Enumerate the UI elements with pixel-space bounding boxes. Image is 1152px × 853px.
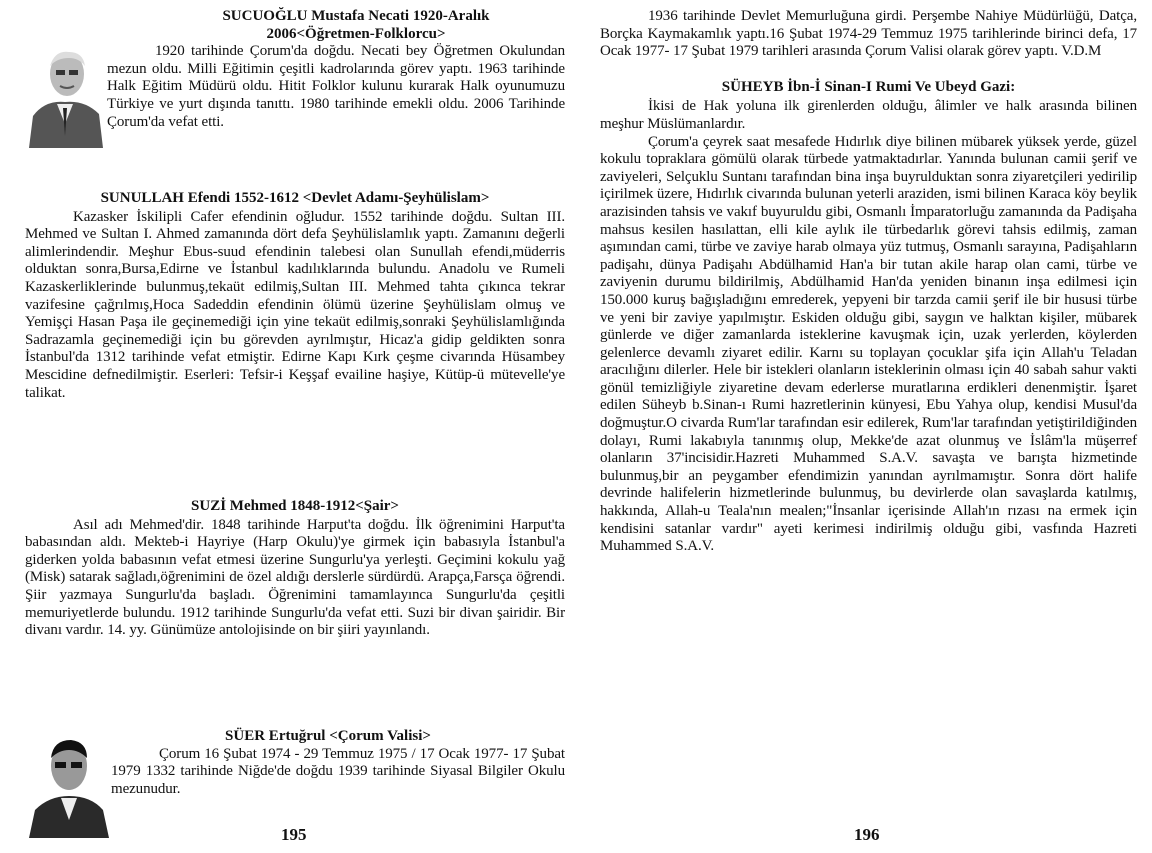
entry-body-suzi: Asıl adı Mehmed'dir. 1848 tarihinde Harput'ta doğdu. İlk öğrenimini Harput'ta babasından aldı. Mekteb-i Hayriye (Harp Okulu)'ye girmek için babasıyla İstanbul'a giderken yolda babasının vefat etmesi üzerine Sungurlu'ya yerleşti. Geçimini kokulu yağ (Misk) satarak sağladı,öğrenimini de özel aldığı derslerle sürdürdü. Arapça,Farsça öğrendi. Şiir yazmaya Sungurlu'da başladı. Öğrenimini tamamlayınca Sungurlu'da çeşitli memuriyetlerde bulundu. 1912 tarihinde Sungurlu'da vefat etti. Suzi bir divan şairidir. Bir divanı vardır. 14. yy. Günümüze antolojisinde on bir şiiri yayınlandı. — [25, 516, 565, 639]
entry-title-sucuoglu-line2: 2006<Öğretmen-Folklorcu> — [266, 25, 446, 42]
entry-body-suer: Çorum 16 Şubat 1974 - 29 Temmuz 1975 / 17 Ocak 1977- 17 Şubat 1979 1332 tarihinde Niğde'de doğdu 1939 tarihinde Siyasal Bilgiler Okulu mezunudur. — [111, 745, 565, 797]
entry-body-suheyb-para2: Çorum'a çeyrek saat mesafede Hıdırlık diye bilinen mübarek yüksek yerde, güzel kokulu topraklara gömülü olarak türbede yatmaktadırlar. Yanında bulunan camii şerif ve zaviyeleri, Selçuklu Suntanı tarafından bina inşa buyrulduktan sonra ziyaretçileri yedirilip içirilmek üzere, Hıdırlık civarında bulunan yeterli araziden, ismi bilinen Karaca köy beylik arazisinden tahsis ve vakıf buyuruldu gibi, Osmanlı İmparatorluğu zamanında da Padişaha mahsus kesilen hasılattan, elli kile aylık ile türbedarlık görevi tahsis edilmiş, zaman aşımından cami, türbe ve zaviye harab olmaya yüz tutmuş, Osmanlı sarayına, Padişahların padişahı, dünya Padişahı Abdülhamid Han'a bir tutan akile harap olan cami, türbe ve zaviyenin durumu bildirilmiş, Abdülhamid Han'da yeniden binanın inşa edilmesi için 150.000 kuruş bağışladığını emrederek, yepyeni bir tarzda camii şerif ile bir hususi türbe ve yeni bir zaviye yapılmıştır. Eskiden olduğu gibi, saygın ve halktan kişiler, mübarek günlerde ve diğer zamanlarda isteklerine kavuşmak için, uzak yerlerden, köylerden gelenlerce devamlı ziyaret edilir. Karnı su toplayan çocuklar şifa için Allah'u Teladan aracılığını dilerler. Hele bir istekleri olanların isteklerinin olması için 40 sabah sahur vakti gönül temizliğiyle ziyaretine devam ederlerse muratlarına erdikleri denenmiştir. İşaret edilen Süheyb b.Sinan-ı Rumi hazretlerinin künyesi, Ebu Yahya olup, kendisi Musul'da doğmuştur.O civarda Rum'lar tarafından esir edilerek, Rum'lar tarafından yetiştirildiğinden dolayı, Rumi lakabıyla tanınmış olup, Mekke'de azat olunmuş ve İslâm'la müşerref olanların 37'incisidir.Hazreti Muhammed S.A.V. savaşta ve barışta hizmetinde bulunmuş,bir an peygamber efendimizin yanından ayrılmamıştır. Sonra dört halife devrinde halifelerin hizmetlerinde bulunmuş, bu devirlerde olan savaşlarda katılmış, hakkında, Allah-u Teala'nın mealen;"İnsanlar içerisinde Allah'ın rızası na ermek için kendisini satanlar vardır" ayeti kerimesi indirilmiş olduğu gibi, vasfında Hazreti Muhammed S.A.V. — [600, 133, 1137, 555]
right-page — [600, 8, 1137, 853]
entry-title-suheyb: SÜHEYB İbn-İ Sinan-I Rumi Ve Ubeyd Gazi: — [721, 78, 1016, 95]
left-page — [25, 8, 565, 853]
entry-title-suer: SÜER Ertuğrul <Çorum Valisi> — [225, 728, 431, 744]
page-number-left: 195 — [281, 825, 307, 844]
portrait-sucuoglu-photo — [29, 40, 103, 148]
entry-body-suheyb-para1: İkisi de Hak yoluna ilk girenlerden olduğu, âlimler ve halk arasında bilinen meşhur Müslümanlardır. — [600, 98, 1137, 132]
portrait-suer-photo — [29, 730, 109, 838]
page-number-right: 196 — [854, 825, 880, 844]
entry-body-sunullah: Kazasker İskilipli Cafer efendinin oğludur. 1552 tarihinde doğdu. Sultan III. Mehmed ve Sultan I. Ahmed zamanında dört defa Şeyhülislamlık yaptı. Zamanını değerli alimlerindendir. Meşhur Ebus-suud efendinin talebesi olan Sunullah efendi,müderris olduktan sonra,Bursa,Edirne ve İstanbul kadılıklarında bulundu. Anadolu ve Rumeli Kazaskerliklerinde bulunmuş,tekaüt edilmiş,Sultan III. Mehmed tahta çıkınca tekrar vazifesine çağrılmış,Hoca Sadeddin efendinin ölümü üzerine Şeyhülislam olmuş ve Yemişçi Hasan Paşa ile geçinemediği için yine tekaüt edilmiş,sonraki Şeyhülislamlığında Sadrazamla geçinemediği için bu görevden ayrılmıştır, Hicaz'a gidip geldikten sonra İstanbul'da 1312 tarihinde vefat etmiştir. Edirne Kapı Kırk çeşme civarında Hüsambey Mescidine defnedilmiştir. Eserleri: Tefsir-i Keşşaf evailine haşiye, Kütüp-ü mütevelle'ye talikat. — [25, 208, 565, 401]
entry-body-sucuoglu: 1920 tarihinde Çorum'da doğdu. Necati bey Öğretmen Okulundan mezun oldu. Milli Eğitimin çeşitli kadrolarında görev yaptı. 1963 tarihinde Halk Eğitim Müdürü oldu. Hitit Folklor kulunu kurarak Halk oyunumuzu Türkiye ve yurt dışında tanıttı. 1980 tarihinde emekli oldu. 2006 Tarihinde Çorum'da vefat etti. — [107, 43, 565, 130]
entry-body-suer-continued: 1936 tarihinde Devlet Memurluğuna girdi. Perşembe Nahiye Müdürlüğü, Datça, Borçka Kaymakamlık yaptı.16 Şubat 1974-29 Temmuz 1975 tarihlerinde birinci defa, 17 Ocak 1977- 17 Şubat 1979 tarihleri arasında Çorum Valisi olarak görev yaptı. V.D.M — [600, 8, 1137, 60]
entry-title-sucuoglu-line1: SUCUOĞLU Mustafa Necati 1920-Aralık — [222, 8, 490, 24]
entry-title-sunullah: SUNULLAH Efendi 1552-1612 <Devlet Adamı-Şeyhülislam> — [100, 190, 490, 206]
entry-title-suzi: SUZİ Mehmed 1848-1912<Şair> — [191, 498, 399, 514]
